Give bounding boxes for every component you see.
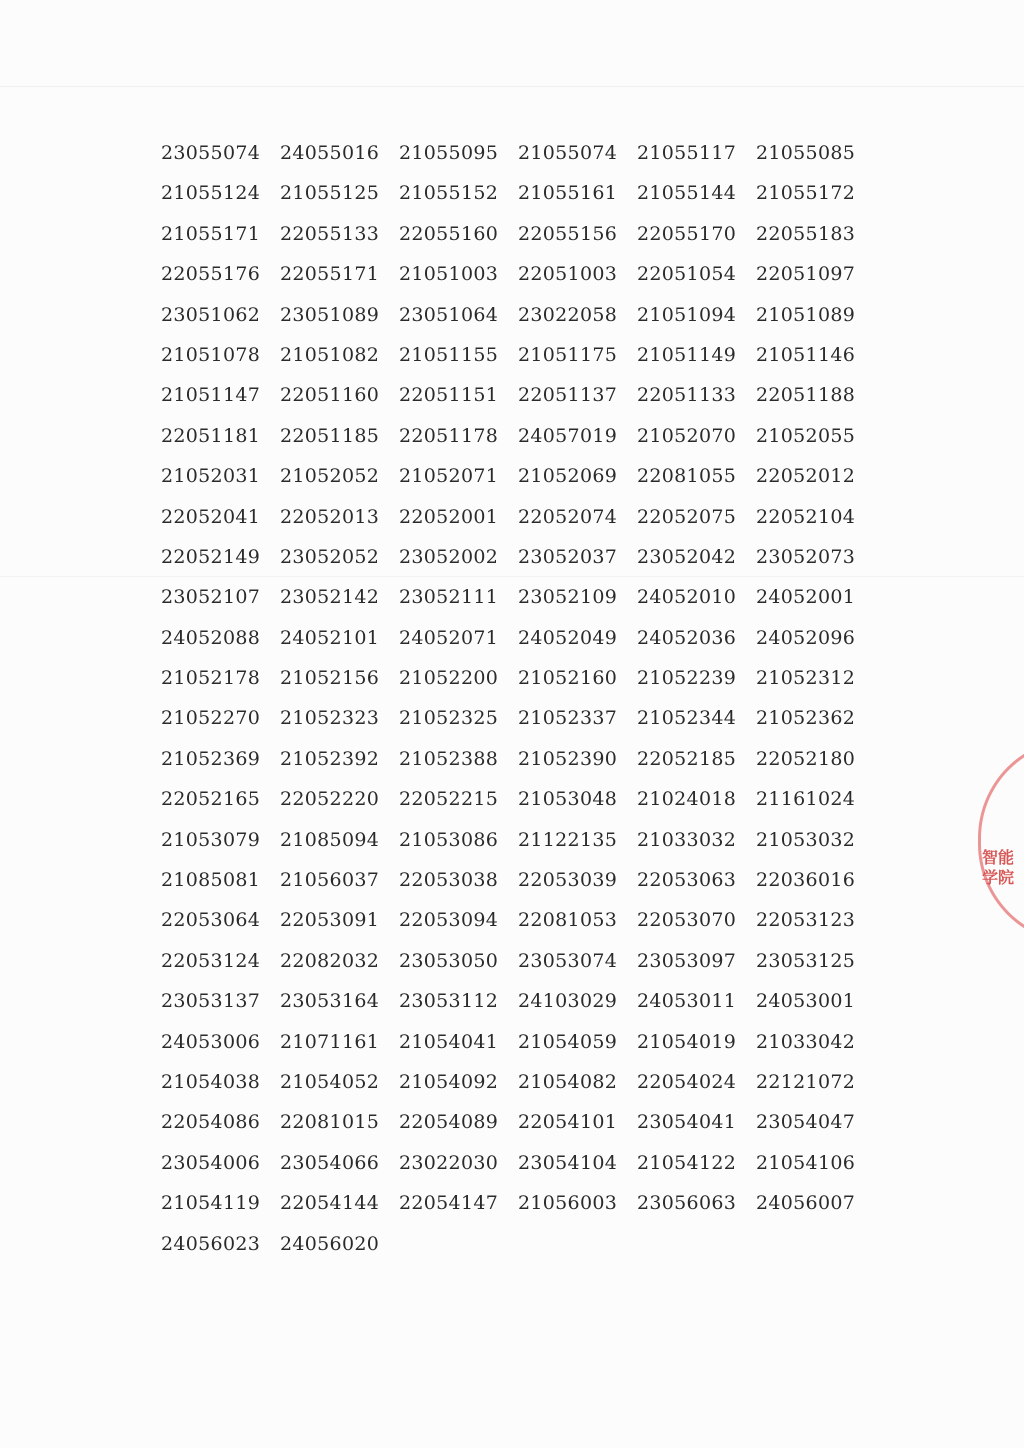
student-id-cell: 22052215: [399, 788, 499, 811]
student-id-cell: 22053094: [399, 909, 499, 932]
student-id-cell: 22082032: [280, 949, 380, 972]
student-id-cell: 22051181: [161, 424, 261, 447]
student-id-cell: 24052071: [399, 626, 499, 649]
seal-text-line: 学院: [982, 868, 1015, 887]
student-id-cell: 21071161: [280, 1030, 380, 1053]
student-id-cell: 21051149: [637, 343, 737, 366]
student-id-cell: 21053048: [518, 788, 618, 811]
student-id-cell: 22051188: [756, 384, 856, 407]
student-id-cell: 22055170: [637, 222, 737, 245]
student-id-cell: 24057019: [518, 424, 618, 447]
student-id-cell: 21052323: [280, 707, 380, 730]
student-id-cell: 22052041: [161, 505, 261, 528]
student-id-cell: 21054041: [399, 1030, 499, 1053]
student-id-cell: 21051089: [756, 303, 856, 326]
student-id-cell: 21052200: [399, 667, 499, 690]
student-id-cell: 23052073: [756, 545, 856, 568]
student-id-cell: 21056037: [280, 869, 380, 892]
student-id-cell: 21055125: [280, 182, 380, 205]
student-id-cell: 22055183: [756, 222, 856, 245]
student-id-cell: 21055095: [399, 142, 499, 164]
student-id-cell: 22053039: [518, 869, 618, 892]
student-id-cell: 21055074: [518, 142, 618, 164]
student-id-cell: 21161024: [756, 788, 856, 811]
student-id-cell: 22053124: [161, 949, 261, 972]
student-id-cell: 22054147: [399, 1192, 499, 1215]
student-id-cell: 23052052: [280, 545, 380, 568]
student-id-cell: 23053074: [518, 949, 618, 972]
student-id-cell: 22052180: [756, 747, 856, 770]
student-id-cell: 23052109: [518, 586, 618, 609]
student-id-cell: 21052369: [161, 747, 261, 770]
red-official-seal: [978, 738, 1024, 938]
student-id-cell: 21052312: [756, 667, 856, 690]
student-id-cell: 22052104: [756, 505, 856, 528]
student-id-cell: 24053001: [756, 990, 856, 1013]
student-id-cell: 22055160: [399, 222, 499, 245]
student-id-cell: 22055171: [280, 263, 380, 286]
student-id-cell: 21052178: [161, 667, 261, 690]
student-id-cell: 22054024: [637, 1070, 737, 1093]
student-id-cell: 21054092: [399, 1070, 499, 1093]
student-id-cell: 22053064: [161, 909, 261, 932]
student-id-cell: 21053086: [399, 828, 499, 851]
student-id-cell: 24052101: [280, 626, 380, 649]
student-id-cell: 22055176: [161, 263, 261, 286]
student-id-cell: 22054101: [518, 1111, 618, 1134]
scan-artifact-line: [0, 86, 1024, 87]
student-id-cell: 23053112: [399, 990, 499, 1013]
student-id-cell: 24052096: [756, 626, 856, 649]
student-id-cell: 22052149: [161, 545, 261, 568]
student-id-cell: 24053011: [637, 990, 737, 1013]
student-id-cell: 22051151: [399, 384, 499, 407]
student-id-cell: 21051082: [280, 343, 380, 366]
student-id-cell: 21052392: [280, 747, 380, 770]
student-id-cell: 22052185: [637, 747, 737, 770]
student-id-cell: 21052031: [161, 465, 261, 488]
student-id-cell: 21051094: [637, 303, 737, 326]
student-id-cell: 21055152: [399, 182, 499, 205]
student-id-cell: 23053097: [637, 949, 737, 972]
student-id-cell: 23053125: [756, 949, 856, 972]
student-id-cell: 21085081: [161, 869, 261, 892]
student-id-cell: 23052142: [280, 586, 380, 609]
student-id-cell: 22054144: [280, 1192, 380, 1215]
student-id-cell: 21055117: [637, 142, 737, 164]
student-id-cell: 24052036: [637, 626, 737, 649]
student-id-cell: 21052071: [399, 465, 499, 488]
student-id-cell: 21052325: [399, 707, 499, 730]
student-id-cell: 23053137: [161, 990, 261, 1013]
student-id-cell: 21052160: [518, 667, 618, 690]
student-id-cell: 22051003: [518, 263, 618, 286]
student-id-cell: 21051155: [399, 343, 499, 366]
student-id-cell: 23052042: [637, 545, 737, 568]
student-id-cell: 21052337: [518, 707, 618, 730]
student-id-cell: 21054122: [637, 1151, 737, 1174]
student-id-cell: 23052002: [399, 545, 499, 568]
student-id-cell: 24052049: [518, 626, 618, 649]
student-id-cell: 22052074: [518, 505, 618, 528]
student-id-cell: 22052165: [161, 788, 261, 811]
student-id-cell: 23055074: [161, 142, 261, 164]
student-id-cell: 22051178: [399, 424, 499, 447]
student-id-cell: 22051160: [280, 384, 380, 407]
student-id-cell: 23054041: [637, 1111, 737, 1134]
student-id-cell: 21052052: [280, 465, 380, 488]
student-id-cell: 24055016: [280, 142, 380, 164]
student-id-cell: 22053038: [399, 869, 499, 892]
student-id-cell: 23054047: [756, 1111, 856, 1134]
student-id-cell: 21052362: [756, 707, 856, 730]
student-id-cell: 22053123: [756, 909, 856, 932]
student-id-cell: 24103029: [518, 990, 618, 1013]
student-id-cell: 21055161: [518, 182, 618, 205]
student-id-cell: 21054059: [518, 1030, 618, 1053]
student-id-cell: 22052012: [756, 465, 856, 488]
student-id-cell: 21051147: [161, 384, 261, 407]
student-id-cell: 21054052: [280, 1070, 380, 1093]
student-id-cell: 22052013: [280, 505, 380, 528]
student-id-cell: 24053006: [161, 1030, 261, 1053]
student-id-cell: 22053091: [280, 909, 380, 932]
student-id-cell: 22121072: [756, 1070, 856, 1093]
student-id-cell: 21055144: [637, 182, 737, 205]
student-id-cell: 23054006: [161, 1151, 261, 1174]
student-id-cell: 21051078: [161, 343, 261, 366]
student-id-cell: 24056020: [280, 1232, 380, 1255]
student-id-cell: 23022030: [399, 1151, 499, 1174]
student-id-cell: 22054086: [161, 1111, 261, 1134]
student-id-cell: 22052075: [637, 505, 737, 528]
student-id-cell: 22051054: [637, 263, 737, 286]
student-id-cell: 21055172: [756, 182, 856, 205]
student-id-cell: 24052088: [161, 626, 261, 649]
student-id-cell: 22052220: [280, 788, 380, 811]
student-id-cell: 21054082: [518, 1070, 618, 1093]
student-id-cell: 22081055: [637, 465, 737, 488]
student-id-cell: 22051137: [518, 384, 618, 407]
student-id-cell: 22052001: [399, 505, 499, 528]
student-id-cell: 21052344: [637, 707, 737, 730]
seal-text: [982, 848, 1014, 888]
student-id-cell: 21054019: [637, 1030, 737, 1053]
student-id-cell: 21024018: [637, 788, 737, 811]
student-id-cell: 21054119: [161, 1192, 261, 1215]
student-id-cell: 21051003: [399, 263, 499, 286]
student-id-cell: 22051133: [637, 384, 737, 407]
student-id-cell: 23054066: [280, 1151, 380, 1174]
student-id-cell: 21052070: [637, 424, 737, 447]
student-id-cell: 21053032: [756, 828, 856, 851]
student-id-cell: 23051064: [399, 303, 499, 326]
student-id-cell: 23051089: [280, 303, 380, 326]
student-id-cell: 24052001: [756, 586, 856, 609]
student-id-cell: 23052037: [518, 545, 618, 568]
student-id-cell: 24052010: [637, 586, 737, 609]
student-id-cell: 22055156: [518, 222, 618, 245]
student-id-cell: 21052156: [280, 667, 380, 690]
student-id-cell: 21056003: [518, 1192, 618, 1215]
student-id-cell: 22053070: [637, 909, 737, 932]
student-id-cell: 21052239: [637, 667, 737, 690]
student-id-grid: [161, 138, 875, 1269]
student-id-cell: 24056023: [161, 1232, 261, 1255]
student-id-cell: 21054106: [756, 1151, 856, 1174]
student-id-cell: 21052055: [756, 424, 856, 447]
student-id-cell: 23053050: [399, 949, 499, 972]
seal-ring: [978, 738, 1024, 944]
student-id-cell: 23022058: [518, 303, 618, 326]
student-id-cell: 22051185: [280, 424, 380, 447]
student-id-cell: 21052390: [518, 747, 618, 770]
student-id-cell: 21051146: [756, 343, 856, 366]
student-id-cell: 23056063: [637, 1192, 737, 1215]
student-id-cell: 21053079: [161, 828, 261, 851]
student-id-cell: 22081015: [280, 1111, 380, 1134]
student-id-cell: 24056007: [756, 1192, 856, 1215]
student-id-cell: 21052069: [518, 465, 618, 488]
student-id-cell: 21054038: [161, 1070, 261, 1093]
student-id-cell: 23052107: [161, 586, 261, 609]
student-id-cell: 21055085: [756, 142, 856, 164]
student-id-cell: 23052111: [399, 586, 499, 609]
student-id-cell: 21052388: [399, 747, 499, 770]
student-id-cell: 21033042: [756, 1030, 856, 1053]
student-id-cell: 21122135: [518, 828, 618, 851]
student-id-cell: 21033032: [637, 828, 737, 851]
student-id-cell: 22081053: [518, 909, 618, 932]
student-id-cell: 23054104: [518, 1151, 618, 1174]
student-id-cell: 21055171: [161, 222, 261, 245]
student-id-cell: 22036016: [756, 869, 856, 892]
student-id-cell: 22055133: [280, 222, 380, 245]
student-id-cell: 22053063: [637, 869, 737, 892]
student-id-cell: 23053164: [280, 990, 380, 1013]
student-id-cell: 22051097: [756, 263, 856, 286]
student-id-cell: 21055124: [161, 182, 261, 205]
student-id-cell: 22054089: [399, 1111, 499, 1134]
student-id-cell: 21051175: [518, 343, 618, 366]
student-id-cell: 23051062: [161, 303, 261, 326]
student-id-cell: 21085094: [280, 828, 380, 851]
student-id-cell: 21052270: [161, 707, 261, 730]
seal-text-line: 智能: [982, 848, 1015, 867]
